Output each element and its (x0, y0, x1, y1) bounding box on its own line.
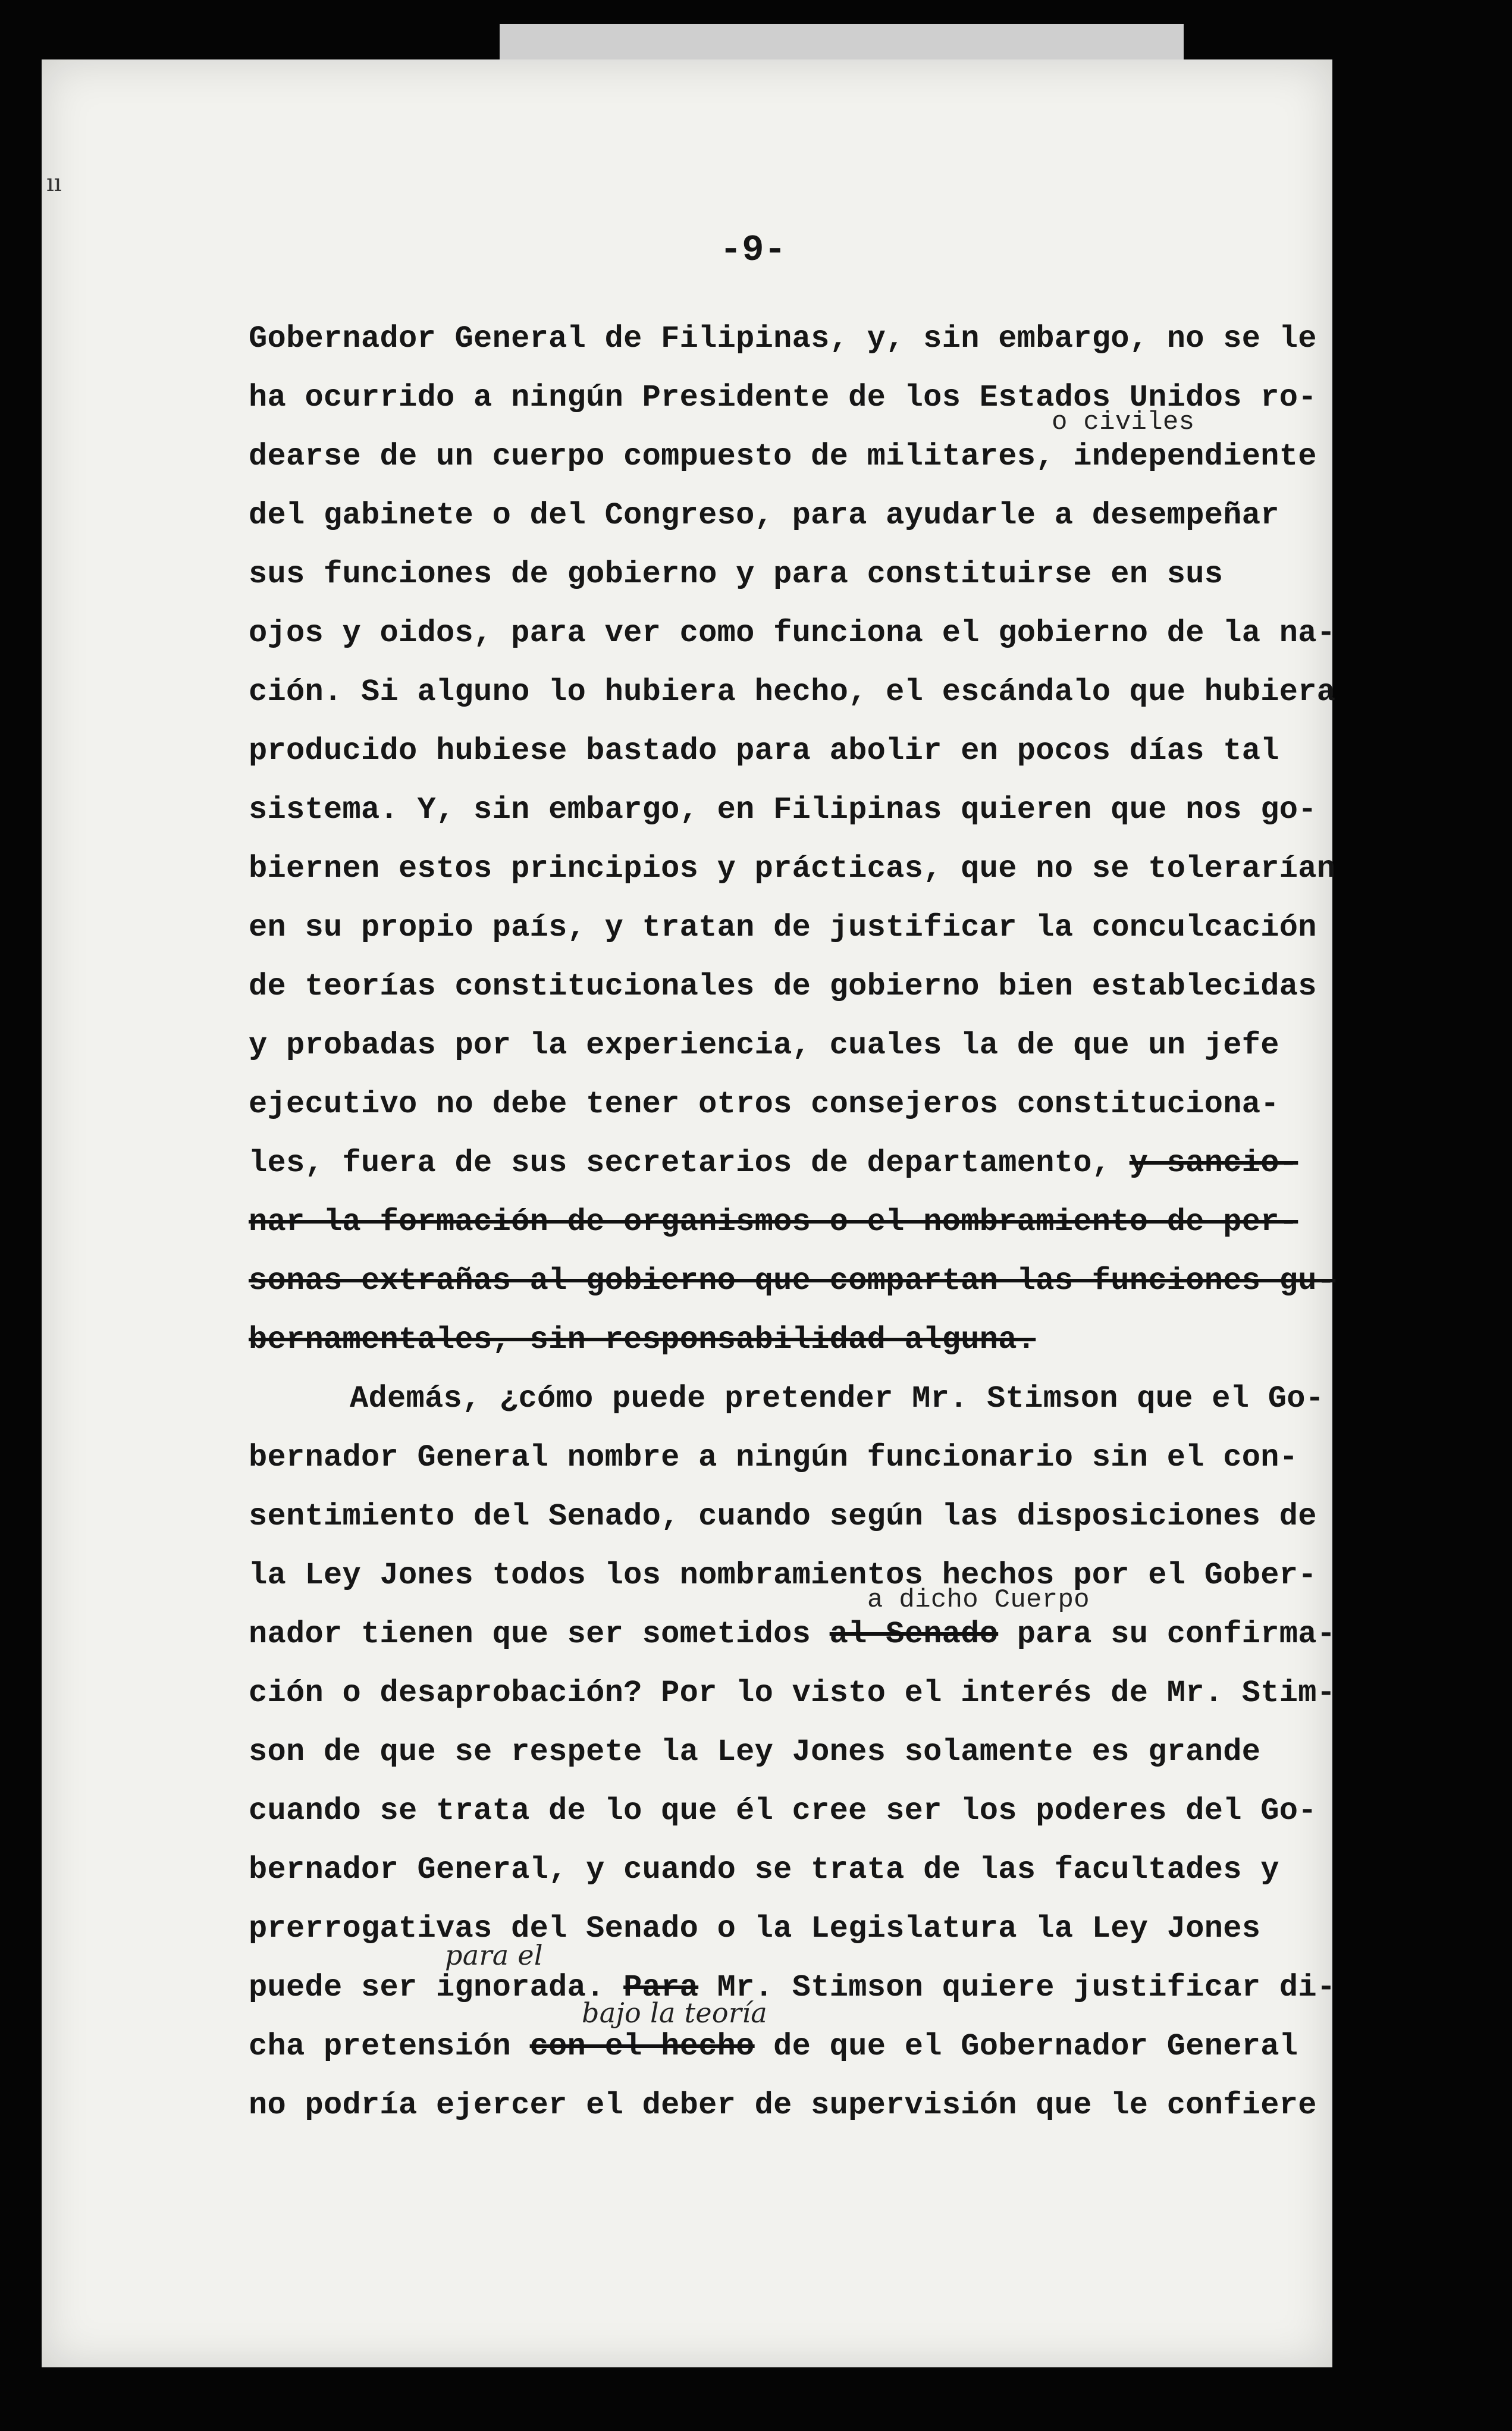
text-line: ción. Si alguno lo hubiera hecho, el escándalo que hubiera (249, 675, 1336, 710)
text-line: sus funciones de gobierno y para constituirse en sus (249, 557, 1224, 592)
margin-mark: ıı (46, 170, 62, 197)
struck-text-line: nar la formación de organismos o el nombramiento de per- (249, 1204, 1298, 1240)
paragraph-start-line: Además, ¿cómo puede pretender Mr. Stimson que el Go- (350, 1381, 1325, 1416)
text-line-content: les, fuera de sus secretarios de departamento, (249, 1146, 1111, 1181)
handwritten-insertion: para el (445, 1939, 543, 1971)
text-line: son de que se respete la Ley Jones solamente es grande (249, 1734, 1261, 1770)
struck-text-line: sonas extrañas al gobierno que compartan las funciones gu- (249, 1263, 1336, 1298)
page-number: -9- (720, 229, 786, 271)
struck-text-line: bernamentales, sin responsabilidad alguna. (249, 1322, 1036, 1357)
text-line-content: cha pretensión (249, 2029, 512, 2064)
text-line: ha ocurrido a ningún Presidente de los Estados Unidos ro- (249, 380, 1317, 415)
text-line: Gobernador General de Filipinas, y, sin embargo, no se le (249, 321, 1317, 356)
text-line: ojos y oidos, para ver como funciona el gobierno de la na- (249, 616, 1336, 651)
text-line: y probadas por la experiencia, cuales la de que un jefe (249, 1028, 1279, 1063)
text-line: la Ley Jones todos los nombramientos hechos por el Gober- (249, 1558, 1317, 1593)
text-line-content: dearse de un cuerpo compuesto de militares, independiente (249, 439, 1317, 474)
text-line: del gabinete o del Congreso, para ayudarle a desempeñar (249, 498, 1279, 533)
typed-insertion: a dicho Cuerpo (867, 1585, 1090, 1615)
text-line: bernador General nombre a ningún funcionario sin el con- (249, 1440, 1298, 1475)
text-line (249, 407, 1331, 486)
struck-text: y sancio- (1129, 1146, 1298, 1181)
text-line (249, 1997, 1331, 2076)
struck-text: al Senado (829, 1617, 999, 1652)
text-line (249, 1134, 1331, 1193)
text-line (249, 1939, 1336, 2017)
struck-text: con el hecho (529, 2029, 755, 2064)
text-line: sistema. Y, sin embargo, en Filipinas quieren que nos go- (249, 792, 1317, 827)
text-line-content: nador tienen que ser sometidos (249, 1617, 811, 1652)
text-line: prerrogativas del Senado o la Legislatura la Ley Jones (249, 1911, 1261, 1946)
text-line: sentimiento del Senado, cuando según las disposiciones de (249, 1499, 1317, 1534)
body-text (249, 309, 1336, 2135)
handwritten-insertion: bajo la teoría (582, 1997, 767, 2029)
text-line: ción o desaprobación? Por lo visto el interés de Mr. Stim- (249, 1676, 1336, 1711)
top-paper-strip (500, 24, 1184, 59)
text-line: cuando se trata de lo que él cree ser los poderes del Go- (249, 1793, 1317, 1828)
text-line: bernador General, y cuando se trata de las facultades y (249, 1852, 1279, 1887)
text-line: no podría ejercer el deber de supervisión que le confiere (249, 2088, 1317, 2123)
text-line: producido hubiese bastado para abolir en pocos días tal (249, 733, 1279, 768)
text-line: biernen estos principios y prácticas, que no se tolerarían (249, 851, 1336, 886)
text-line (249, 1585, 1336, 1664)
text-line-content: de que el Gobernador General (773, 2029, 1298, 2064)
struck-text: Para (623, 1970, 699, 2005)
text-line-content: Mr. Stimson quiere justificar di- (717, 1970, 1336, 2005)
text-line-content: para su confirma- (1017, 1617, 1336, 1652)
text-line: ejecutivo no debe tener otros consejeros constituciona- (249, 1087, 1279, 1122)
text-line: de teorías constitucionales de gobierno bien establecidas (249, 969, 1317, 1004)
text-line-content: puede ser ignorada. (249, 1970, 605, 2005)
typed-insertion: o civiles (1052, 407, 1195, 437)
text-line: en su propio país, y tratan de justificar la conculcación (249, 910, 1317, 945)
